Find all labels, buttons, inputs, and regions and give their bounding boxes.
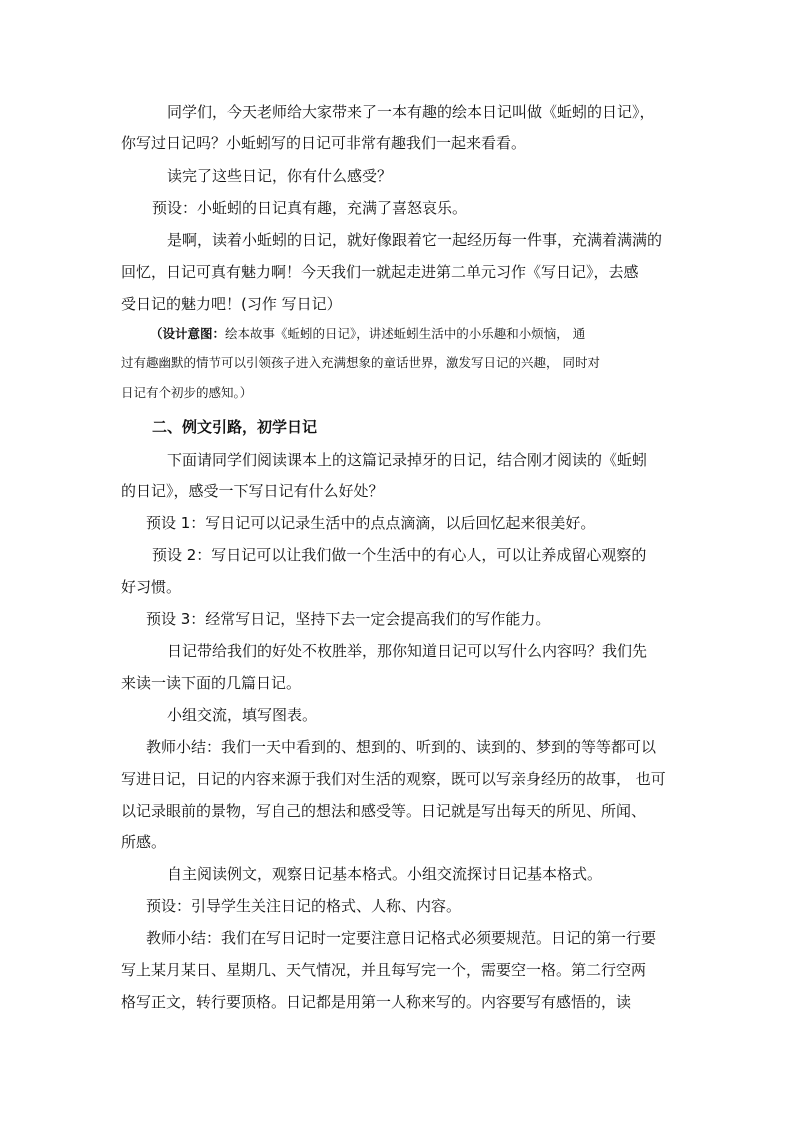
paragraph-preset-2-line-1: 预设 2：写日记可以让我们做一个生活中的有心人，可以让养成留心观察的: [152, 546, 647, 564]
paragraph-self-reading: 自主阅读例文，观察日记基本格式。小组交流探讨日记基本格式。: [167, 865, 603, 883]
paragraph-format-summary-line-3: 格写正文，转行要顶格。日记都是用第一人称来写的。内容要写有感悟的，读: [121, 993, 632, 1011]
paragraph-guide-preset: 预设：引导学生关注日记的格式、人称、内容。: [146, 897, 462, 915]
section-heading-2: 二、例文引路，初学日记: [152, 418, 318, 436]
paragraph-intro-line-1: 同学们，今天老师给大家带来了一本有趣的绘本日记叫做《蚯蚓的日记》，: [167, 103, 655, 121]
paragraph-preset-1: 预设 1：写日记可以记录生活中的点点滴滴，以后回忆起来很美好。: [146, 514, 596, 532]
paragraph-transition-line-1: 是啊，读着小蚯蚓的日记，就好像跟着它一起经历每一件事，充满着满满的: [167, 231, 663, 249]
paragraph-question: 读完了这些日记，你有什么感受？: [167, 167, 393, 185]
paragraph-format-summary-line-2: 写上某月某日、星期几、天气情况，并且每写完一个，需要空一格。第二行空两: [121, 961, 647, 979]
paragraph-preset-2-line-2: 好习惯。: [121, 578, 182, 596]
paragraph-summary-line-2: 写进日记，日记的内容来源于我们对生活的观察，既可以写亲身经历的故事， 也可: [121, 770, 666, 788]
design-intent-line-3: 日记有个初步的感知。）: [121, 385, 253, 400]
design-intent-label: （设计意图：: [150, 326, 226, 341]
paragraph-summary-line-4: 所感。: [121, 833, 167, 851]
paragraph-benefits-line-2: 来读一读下面的几篇日记。: [121, 674, 302, 692]
paragraph-reading-line-1: 下面请同学们阅读课本上的这篇记录掉牙的日记，结合刚才阅读的《蚯蚓: [167, 451, 648, 469]
paragraph-preset: 预设：小蚯蚓的日记真有趣，充满了喜怒哀乐。: [152, 199, 468, 217]
paragraph-summary-line-1: 教师小结：我们一天中看到的、想到的、听到的、读到的、梦到的等等都可以: [146, 738, 657, 756]
paragraph-benefits-line-1: 日记带给我们的好处不枚胜举，那你知道日记可以写什么内容吗？我们先: [167, 642, 648, 660]
design-intent-line-1: [150, 325, 585, 343]
paragraph-summary-line-3: 以记录眼前的景物，写自己的想法和感受等。日记就是写出每天的所见、所闻、: [121, 802, 647, 820]
paragraph-group-exchange: 小组交流，填写图表。: [167, 706, 318, 724]
paragraph-transition-line-3: 受日记的魅力吧！(习作 写日记）: [121, 295, 342, 313]
paragraph-format-summary-line-1: 教师小结：我们在写日记时一定要注意日记格式必须要规范。日记的第一行要: [146, 929, 657, 947]
paragraph-reading-line-2: 的日记》，感受一下写日记有什么好处？: [121, 482, 384, 500]
paragraph-preset-3: 预设 3：经常写日记，坚持下去一定会提高我们的写作能力。: [146, 610, 551, 628]
paragraph-transition-line-2: 回忆，日记可真有魅力啊！今天我们一就起走进第二单元习作《写日记》，去感: [121, 263, 639, 281]
design-intent-text: 绘本故事《蚯蚓的日记》，讲述蚯蚓生活中的小乐趣和小烦恼， 通: [225, 326, 586, 341]
design-intent-line-2: 过有趣幽默的情节可以引领孩子进入充满想象的童话世界，激发写日记的兴趣， 同时对: [121, 355, 600, 370]
paragraph-intro-line-2: 你写过日记吗？小蚯蚓写的日记可非常有趣我们一起来看看。: [121, 134, 527, 152]
